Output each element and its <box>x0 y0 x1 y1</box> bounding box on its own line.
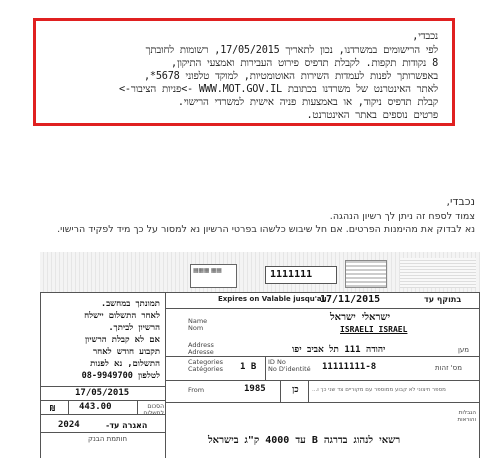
license-stamp-box: ▦▦▦ ▦▦ <box>190 264 237 288</box>
id-value: 11111111-8 <box>322 362 377 372</box>
address-value: יהודה 111 תל אביב יפו <box>292 345 386 355</box>
ministry-header <box>400 258 476 288</box>
payment-date: 17/05/2015 <box>75 388 130 398</box>
license-number: 1111111 <box>270 269 313 280</box>
photo-notice-line: התשלום, נא לפנות <box>90 359 160 369</box>
notes-header: מספר חיצוני לא קבוע ממוספר עם מקוריים צד שני כך ו... <box>312 387 446 393</box>
from-label: From <box>188 386 205 394</box>
notice-line: נכבדי, <box>412 31 438 42</box>
name-english: ISRAELI ISRAEL <box>340 325 408 334</box>
greeting-line-1: צמוד לספח זה ניתן לך רשיון הנהגה. <box>329 211 475 222</box>
photo-notice-line: לטלפון 08-9949700 <box>81 371 160 381</box>
greeting-line-2: נא לבדוק את מהימנות הפרטים. אם חל שיבוש כלשהו בפרטי הרשיון נא למסור על כך מיד לפקיד הרישוי. <box>57 224 475 235</box>
bank-stamp-label: חותמת הבנק <box>88 435 128 443</box>
photo-notice <box>56 298 160 382</box>
name-label: Name Nom <box>188 317 208 332</box>
address-label-he: מען <box>458 346 470 354</box>
yes-mark: כן <box>292 385 299 395</box>
license-number-box <box>265 266 337 284</box>
id-label: ID No No D'identité <box>268 358 311 373</box>
license-emblem <box>345 260 387 288</box>
id-label-he: מס' זהות <box>435 364 462 372</box>
photo-notice-line: תקבוע חודש לאחר <box>93 347 160 357</box>
notice-line: קבלת תדפיס ניקוד, או באמצעות פניה אישית למשרדי הרישוי. <box>177 97 438 108</box>
notice-line: 8 נקודות תקפות. לקבלת תדפיס פירוט העבירות ואמצעי התיקון, <box>171 58 438 69</box>
notice-line: לפי הרישומים במשרדנו, נכון לתאריך 17/05/2015, רשומות לחובתך <box>145 45 438 56</box>
categories-value: 1 B <box>240 362 257 372</box>
amount-value: 443.00 <box>79 402 112 412</box>
photo-notice-line: לאחר התשלום יישלח <box>84 311 160 321</box>
notice-line: לאתר האינטרנט של משרדנו בכתובת WWW.MOT.GOV.IL ->פניות הציבור-> <box>118 84 438 95</box>
amount-label: הסכום <box>147 403 164 410</box>
address-label: Address Adresse <box>188 341 214 356</box>
notes-label: הגבלות והוראות <box>457 410 476 423</box>
fee-year: 2024 <box>58 420 80 430</box>
from-year: 1985 <box>244 384 266 394</box>
valid-until-label: בתוקף עד <box>424 295 462 304</box>
valid-until-date: 17/11/2015 <box>320 294 381 305</box>
photo-notice-line: הרשיון לביתך. <box>108 323 160 333</box>
currency-symbol: ₪ <box>50 404 55 413</box>
expires-label: Expires on Valable jusqu'au <box>218 295 327 303</box>
photo-notice-line: תמונתך במחשב. <box>100 299 160 309</box>
notice-line: באפשרותך לפנות לעמדות השירות האוטומטיות, למוקד טלפוני 5678*, <box>143 71 438 82</box>
fee-label: האגרה עד- <box>106 421 148 430</box>
points-notice-box <box>33 18 455 126</box>
notice-line: פרטים נוספים באתר האינטרנט. <box>306 110 438 121</box>
permission-text: רשאי לנהוג בדרגה B עד 4000 ק"ג בישראל <box>208 435 401 446</box>
greeting-title: נכבדי, <box>446 195 475 208</box>
photo-notice-line: אם לא קבלת הרשיון <box>84 335 160 345</box>
name-hebrew: ישראלי ישראל <box>330 312 391 323</box>
amount-box <box>68 400 138 414</box>
categories-label: Categories Catégories <box>188 358 224 373</box>
license-form <box>40 250 480 458</box>
